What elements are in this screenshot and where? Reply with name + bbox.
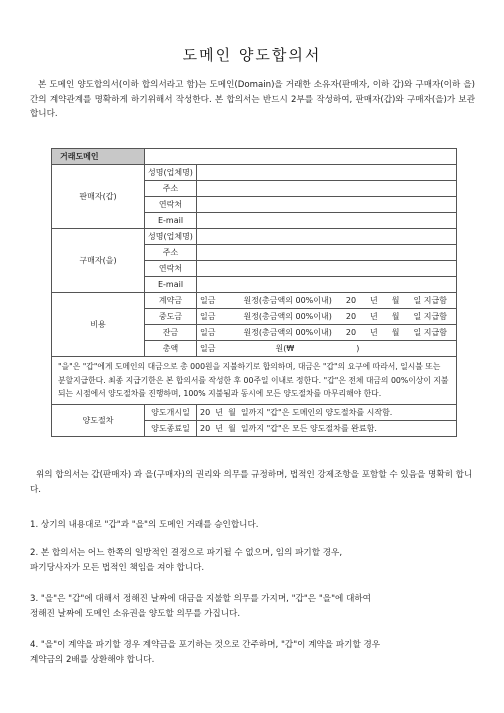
cost-row-value (197, 293, 457, 309)
clause-1: 1. 상기의 내용대로 "갑"과 "을"의 도메인 거래를 승인합니다. (30, 520, 259, 530)
buyer-field-address: 주소 (145, 245, 197, 261)
transfer-end-text: 20 년 월 일까지 "갑"은 모든 양도절차를 완료함. (197, 420, 457, 436)
seller-field-value (197, 197, 457, 213)
cost-amount-note: 원정(총금액의 00%이내) (243, 296, 332, 305)
seller-field-value (197, 165, 457, 181)
cost-total-won: 원(₩ (275, 344, 295, 353)
buyer-field-email: E-mail (145, 277, 197, 293)
cost-month-unit: 월 (391, 312, 400, 321)
cost-day-text: 일 지급함 (413, 328, 447, 337)
seller-field-address: 주소 (145, 181, 197, 197)
cost-amount-note: 원정(총금액의 00%이내) (243, 328, 332, 337)
clause-3 (30, 592, 476, 621)
cost-amount-prefix: 일금 (200, 312, 216, 321)
seller-field-email: E-mail (145, 213, 197, 229)
buyer-field-value (197, 261, 457, 277)
cost-row-value (197, 325, 457, 341)
clause-2-line-1: 2. 본 합의서는 어느 한쪽의 일방적인 결정으로 파기될 수 없으며, 임의 파기할 경우, (30, 548, 343, 558)
cost-year-unit: 년 (370, 296, 378, 305)
seller-field-name: 성명(업체명) (145, 165, 197, 181)
cost-year: 20 (345, 296, 357, 305)
buyer-field-name: 성명(업체명) (145, 229, 197, 245)
transfer-label: 양도절차 (52, 404, 145, 436)
cost-total-close: ) (356, 344, 360, 353)
cost-amount-note: 원정(총금액의 00%이내) (243, 312, 332, 321)
document-title: 도메인 양도합의서 (182, 46, 322, 64)
transfer-start-text: 20 년 월 일까지 "갑"은 도메인의 양도절차를 시작함. (197, 404, 457, 420)
cost-month-unit: 월 (391, 328, 400, 337)
cost-row-value (197, 309, 457, 325)
cost-total-name: 총액 (145, 341, 197, 357)
intro-paragraph: 본 도메인 양도합의서(이하 합의서라고 함)는 도메인(Domain)을 거래한 소유자(판매자, 이하 갑)와 구매자(이하 을)간의 계약관계를 명확하게 하기위해서 작성한다. 본 합의서는 반드시 2부를 작성하여, 판매자(갑)와 구매자(을)가 보관합니다. (30, 80, 475, 119)
table-row (52, 165, 457, 181)
cost-total-value (197, 341, 457, 357)
cost-year: 20 (345, 312, 357, 321)
seller-label: 판매자(갑) (52, 165, 145, 229)
clause-2 (30, 546, 476, 575)
seller-field-value (197, 213, 457, 229)
cost-year-unit: 년 (370, 328, 378, 337)
domain-value-cell (145, 149, 457, 165)
transfer-end-name: 양도종료일 (145, 420, 197, 436)
cost-total-prefix: 일금 (200, 344, 216, 353)
cost-year: 20 (345, 328, 357, 337)
buyer-field-phone: 연락처 (145, 261, 197, 277)
cost-amount-prefix: 일금 (200, 328, 216, 337)
seller-field-phone: 연락처 (145, 197, 197, 213)
cost-day-text: 일 지급함 (413, 296, 447, 305)
cost-month-unit: 월 (391, 296, 400, 305)
transfer-start-name: 양도개시일 (145, 404, 197, 420)
cost-row-name: 계약금 (145, 293, 197, 309)
clause-4 (30, 638, 476, 667)
buyer-field-value (197, 229, 457, 245)
cost-row-name: 잔금 (145, 325, 197, 341)
cost-amount-prefix: 일금 (200, 296, 216, 305)
payment-note: "을"은 "갑"에게 도메인의 대금으로 총 000원을 지불하기로 합의하며, 대금은 "갑"의 요구에 따라서, 일시불 또는 분할지급한다. 최종 지급기한은 본 합의서를 작성한 후 00주일 이내로 정한다. "갑"은 전체 대금의 00%이상이 지불되는 시점에서 양도절차를 진행하며, 100% 지불됨과 동시에 모든 양도절차를 마무리해야 한다. (52, 357, 457, 405)
clause-2-line-2: 파기당사자가 모든 법적인 책임을 져야 합니다. (30, 562, 205, 573)
table-row (52, 293, 457, 309)
seller-field-value (197, 181, 457, 197)
clause-3-line-2: 정해진 날짜에 도메인 소유권을 양도할 의무를 가집니다. (30, 608, 241, 619)
cost-row-name: 중도금 (145, 309, 197, 325)
buyer-field-value (197, 277, 457, 293)
table-row (52, 404, 457, 420)
table-row (52, 229, 457, 245)
table-header-row (52, 149, 457, 165)
clause-intro: 위의 합의서는 갑(판매자) 과 을(구매자)의 권리와 의무를 규정하며, 법적인 강제조항을 포함할 수 있음을 명확히 합니다. (30, 470, 473, 495)
clause-4-line-2: 계약금의 2배를 상환해야 합니다. (30, 654, 155, 665)
clause-3-line-1: 3. "을"은 "갑"에 대해서 정해진 날짜에 대금을 지불할 의무를 가지며, "갑"은 "을"에 대하여 (30, 594, 371, 604)
clause-4-line-1: 4. "을"이 계약을 파기할 경우 계약금을 포기하는 것으로 간주하며, "갑"이 계약을 파기할 경우 (30, 640, 381, 650)
cost-day-text: 일 지급함 (413, 312, 447, 321)
contract-table (51, 148, 457, 437)
table-row (52, 357, 457, 405)
cost-label: 비용 (52, 293, 145, 357)
cost-year-unit: 년 (370, 312, 378, 321)
buyer-label: 구매자(을) (52, 229, 145, 293)
buyer-field-value (197, 245, 457, 261)
domain-header: 거래도메인 (52, 149, 145, 165)
